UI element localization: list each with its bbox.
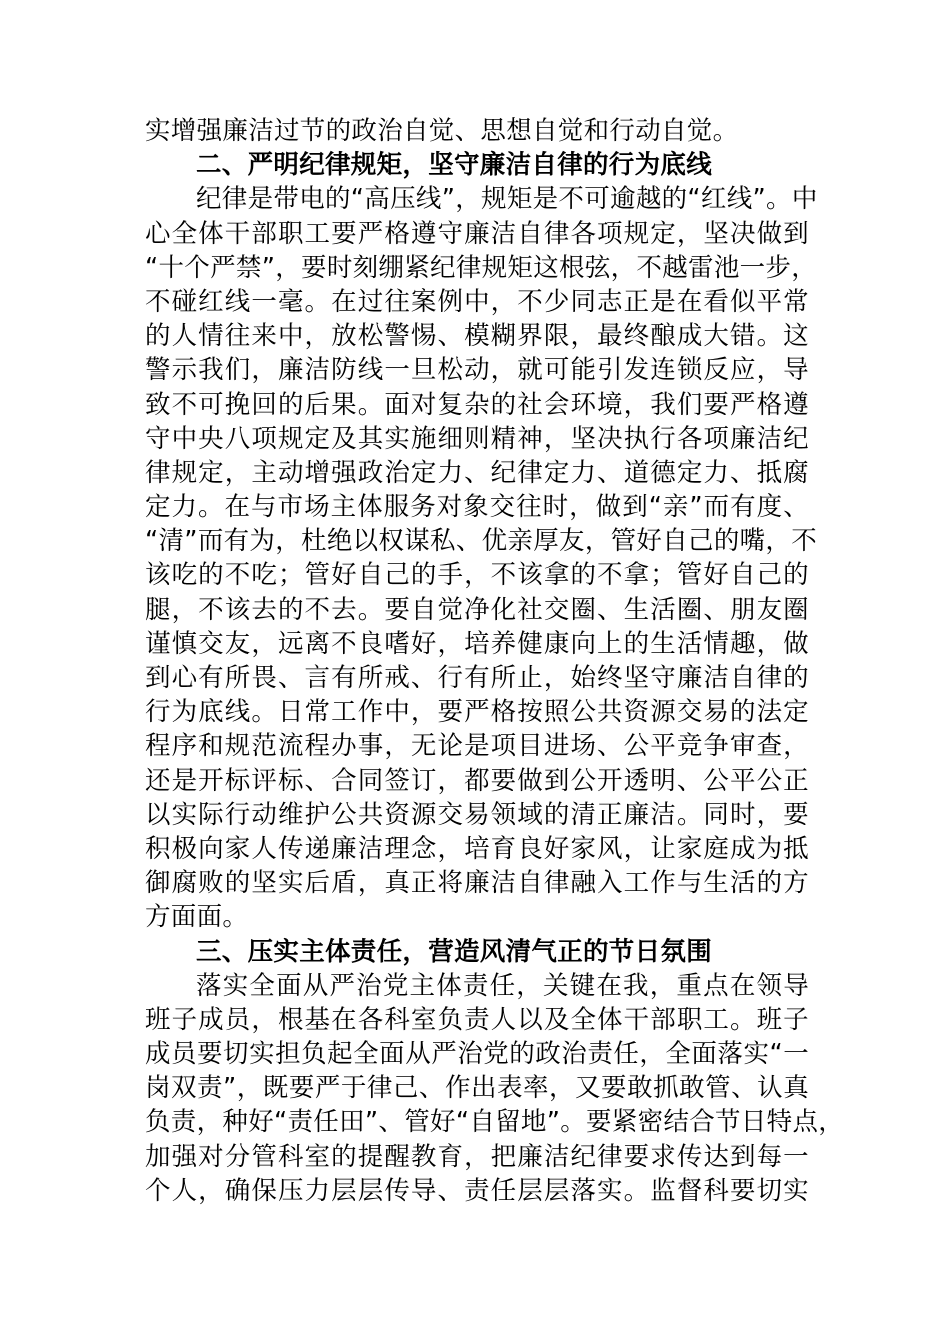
paragraph-line: 岗双责”，既要严于律己、作出表率，又要敢抓敢管、认真	[145, 1073, 809, 1104]
paragraph-line: 落实全面从严治党主体责任，关键在我，重点在领导	[196, 970, 809, 1001]
section-heading-3: 三、压实主体责任，营造风清气正的节日氛围	[196, 936, 713, 967]
paragraph-line: 负责，种好“责任田”、管好“自留地”。要紧密结合节日特点，	[145, 1107, 845, 1138]
paragraph-line: 班子成员，根基在各科室负责人以及全体干部职工。班子	[145, 1004, 809, 1035]
paragraph-line: 定力。在与市场主体服务对象交往时，做到“亲”而有度、	[145, 492, 809, 523]
paragraph-line: 积极向家人传递廉洁理念，培育良好家风，让家庭成为抵	[145, 833, 809, 864]
paragraph-line: 到心有所畏、言有所戒、行有所止，始终坚守廉洁自律的	[145, 663, 809, 693]
paragraph-line: 谨慎交友，远离不良嗜好，培养健康向上的生活情趣，做	[145, 628, 809, 659]
paragraph-line: 守中央八项规定及其实施细则精神，坚决执行各项廉洁纪	[145, 423, 809, 454]
paragraph-line: 实增强廉洁过节的政治自觉、思想自觉和行动自觉。	[145, 116, 739, 146]
paragraph-line: 加强对分管科室的提醒教育，把廉洁纪律要求传达到每一	[145, 1141, 809, 1172]
paragraph-line: 个人，确保压力层层传导、责任层层落实。监督科要切实	[145, 1175, 809, 1206]
paragraph-line: 纪律是带电的“高压线”，规矩是不可逾越的“红线”。中	[196, 184, 818, 215]
paragraph-line: 以实际行动维护公共资源交易领域的清正廉洁。同时，要	[145, 799, 809, 830]
paragraph-line: 御腐败的坚实后盾，真正将廉洁自律融入工作与生活的方	[145, 868, 809, 899]
section-heading-2: 二、严明纪律规矩，坚守廉洁自律的行为底线	[196, 150, 713, 181]
paragraph-line: 警示我们，廉洁防线一旦松动，就可能引发连锁反应，导	[145, 355, 809, 386]
paragraph-line: 不碰红线一毫。在过往案例中，不少同志正是在看似平常	[145, 286, 809, 317]
document-body	[145, 114, 845, 1208]
paragraph-line: 行为底线。日常工作中，要严格按照公共资源交易的法定	[145, 697, 809, 728]
paragraph-line: 该吃的不吃；管好自己的手，不该拿的不拿；管好自己的	[145, 560, 809, 591]
paragraph-line: “清”而有为，杜绝以权谋私、优亲厚友，管好自己的嘴，不	[145, 526, 818, 557]
paragraph-line: 致不可挽回的后果。面对复杂的社会环境，我们要严格遵	[145, 389, 809, 420]
paragraph-line: 还是开标评标、合同签订，都要做到公开透明、公平公正	[145, 765, 809, 796]
paragraph-line: 律规定，主动增强政治定力、纪律定力、道德定力、抵腐	[145, 457, 809, 488]
paragraph-line: 成员要切实担负起全面从严治党的政治责任，全面落实“一	[145, 1039, 809, 1070]
paragraph-line: “十个严禁”，要时刻绷紧纪律规矩这根弦，不越雷池一步，	[145, 252, 818, 283]
paragraph-line: 的人情往来中，放松警惕、模糊界限，最终酿成大错。这	[145, 321, 809, 352]
paragraph-line: 心全体干部职工要严格遵守廉洁自律各项规定，坚决做到	[145, 218, 809, 249]
paragraph-line: 方面面。	[145, 902, 249, 933]
paragraph-line: 腿，不该去的不去。要自觉净化社交圈、生活圈、朋友圈	[145, 594, 809, 625]
paragraph-line: 程序和规范流程办事，无论是项目进场、公平竞争审查，	[145, 731, 809, 762]
